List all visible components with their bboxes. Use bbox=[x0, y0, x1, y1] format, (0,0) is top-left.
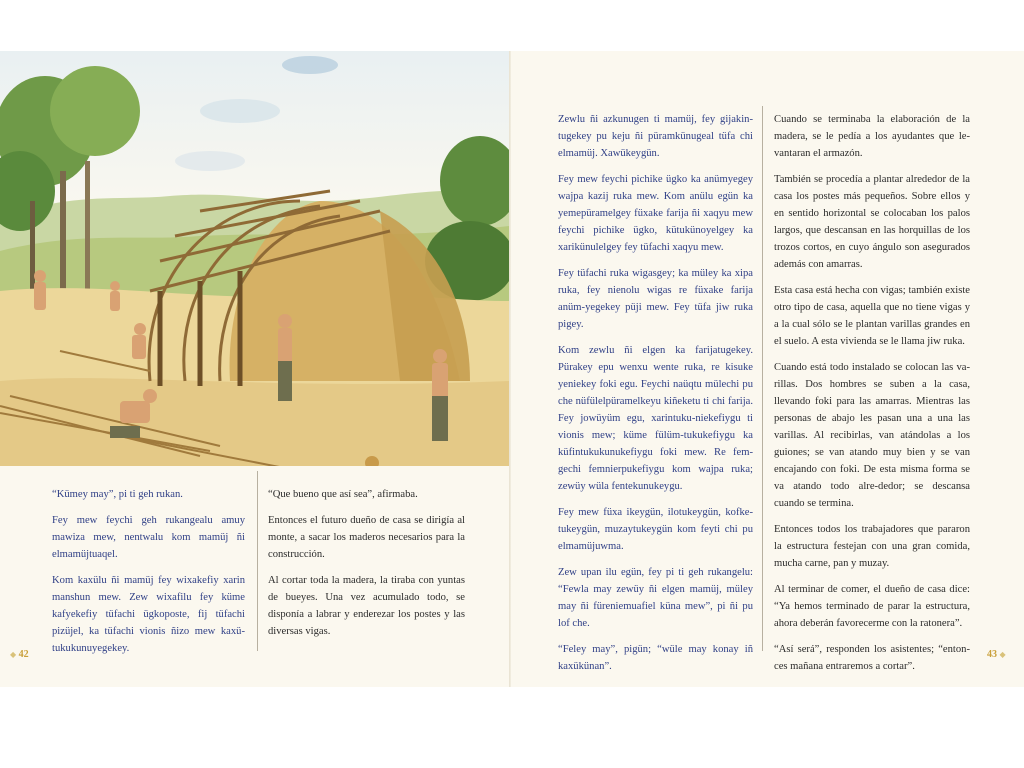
paragraph: “Que bueno que así sea”, afirmaba. bbox=[268, 489, 418, 500]
book-spread bbox=[0, 51, 1024, 687]
column-divider bbox=[762, 106, 763, 651]
paragraph: Cuando está todo instalado se colocan las va-rillas. Dos hombres se suben a la casa, llevando foki para las amarras. Mientras las personas de abajo les pasan una a una las varillas. Al recibirlas, van atándolas a los guiones; se van atando muy bien y se van encajando con foki. De esta misma forma se va atando todo alre-dedor; se descansa cuando se termina. bbox=[774, 362, 970, 509]
page-number-left bbox=[10, 649, 29, 660]
ornament-icon: ◆ bbox=[999, 650, 1006, 659]
left-spanish-column bbox=[268, 486, 465, 649]
paragraph: Fey mew feychi geh rukangealu amuy mawiza mew, nentwalu kom mamüj ñi elmamüjtuaqel. bbox=[52, 515, 245, 560]
paragraph: “Feley may”, pigün; “wüle may konay iñ kaxükünan”. bbox=[558, 644, 753, 672]
paragraph: Al cortar toda la madera, la tiraba con yuntas de bueyes. Una vez acumulado todo, se disponía a labrar y enderezar los postes y las diversas vigas. bbox=[268, 575, 465, 637]
left-page bbox=[0, 51, 509, 687]
paragraph: Fey mew feychi pichike ügko ka anümyegey wajpa kazij ruka mew. Kom anülu egün ka yemepüramelgey füxake farija ñi xaqyu mew feychi pichike ügko, kütukünoyelgey ka xarikünulelgey fey tüfachi xaqyu mew. bbox=[558, 174, 753, 253]
paragraph: Al terminar de comer, el dueño de casa dice: “Ya hemos terminado de parar la estructura, ahora deberán favorecerme con la ratonera”. bbox=[774, 584, 970, 629]
paragraph: Kom zewlu ñi elgen ka farijatugekey. Pürakey epu wenxu wente ruka, re kisuke yeniekey foki egu. Feychi naüqtu mülechi pu che nüfülelpüramelkeyu kiñeketu ti chi farija. Fey jowüyüm egu, xarintuku-niekefiygu ti vionis mew; küme fülüm-tukukefiygu ka küfintukukunukefiygu foki mew. Re fem-gechi femnierpukefiygu kom wajpa ruka; zewüy wüla fentekunukeygu. bbox=[558, 345, 753, 492]
paragraph: “Así será”, responden los asistentes; “enton-ces mañana entraremos a cortar”. bbox=[774, 644, 970, 672]
paragraph: Esta casa está hecha con vigas; también existe otro tipo de casa, aquella que no tiene vigas y a la cual sólo se le plantan varillas grandes en el suelo. A esta vivienda se le llama jiw ruka. bbox=[774, 285, 970, 347]
paragraph: Cuando se terminaba la elaboración de la madera, se le pedía a los ayudantes que le-vantaran el armazón. bbox=[774, 114, 970, 159]
column-divider bbox=[257, 471, 258, 651]
paragraph: Entonces el futuro dueño de casa se dirigía al monte, a sacar los maderos necesarios para la construcción. bbox=[268, 515, 465, 560]
paragraph: “Kümey may”, pi ti geh rukan. bbox=[52, 489, 183, 500]
right-spanish-column bbox=[774, 111, 970, 684]
ruka-construction-illustration bbox=[0, 51, 509, 466]
paragraph: Fey tüfachi ruka wigasgey; ka müley ka xipa ruka, fey nienolu wigas re füxake farija anüm-yegekey püji mew. Fey tüfa jiw ruka pigey. bbox=[558, 268, 753, 330]
paragraph: Zew upan ilu egün, fey pi ti geh rukangelu: “Fewla may zewüy ñi elgen mamüj, müley may ñi füreniemuafiel küna mew”, pi ñi pu lof che. bbox=[558, 567, 753, 629]
right-mapudungun-column bbox=[558, 111, 753, 684]
right-page bbox=[511, 51, 1024, 687]
paragraph: Fey mew füxa ikeygün, ilotukeygün, kofke-tukeygün, muzaytukeygün kom feyti chi pu elmamüjuwma. bbox=[558, 507, 753, 552]
page-number: 43 bbox=[987, 649, 997, 660]
page-number-right bbox=[987, 649, 1006, 660]
left-mapudungun-column bbox=[52, 486, 245, 666]
page-number: 42 bbox=[18, 649, 29, 660]
paragraph: Entonces todos los trabajadores que pararon la estructura festejan con una gran comida, mucha carne, pan y muzay. bbox=[774, 524, 970, 569]
ornament-icon: ◆ bbox=[10, 650, 17, 659]
paragraph: Zewlu ñi azkunugen ti mamüj, fey gijakin-tugekey pu keju ñi püramkünugeal tüfa chi elmamüj. Xawükeygün. bbox=[558, 114, 753, 159]
paragraph: Kom kaxülu ñi mamüj fey wixakefiy xarin manshun mew. Zew wixafilu fey küme kafyekefiy tüfachi ügkoposte, fij tüfachi pizüjel, ka tüfachi vionis ñizo mew kaxü-tukukunuyegekey. bbox=[52, 575, 245, 654]
paragraph: También se procedía a plantar alrededor de la casa los postes más pequeños. Sobre ellos y en sentido horizontal se colocaban los palos largos, que descansan en las horquillas de los trozos cortos, en cuyo ángulo son asegurados además con amarras. bbox=[774, 174, 970, 270]
